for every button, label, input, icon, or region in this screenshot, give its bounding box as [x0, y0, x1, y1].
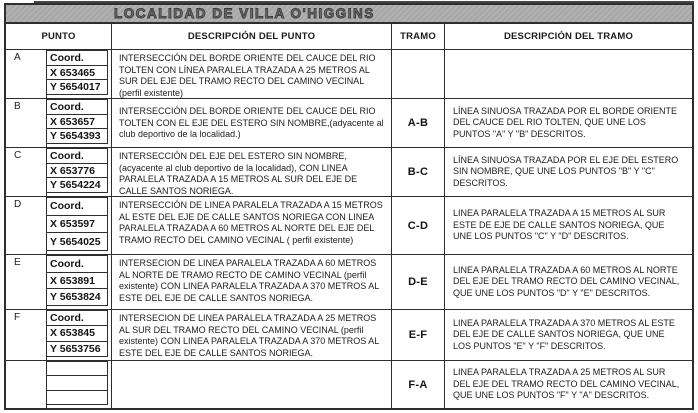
segment-description: [445, 310, 692, 360]
coord-table: [47, 361, 112, 408]
table-row-a: [6, 50, 692, 99]
segment-description: [445, 361, 692, 408]
coord-x-value: X 653657: [46, 114, 108, 130]
segment-description-text: LINEA PARALELA TRAZADA A 60 METROS AL NORTE DEL EJE DEL TRAMO RECTO DEL CAMINO VECINAL, QUE UNE LOS PUNTOS "D" Y "E" DESCRITOS.: [453, 264, 680, 298]
table-title: LOCALIDAD DE VILLA O'HIGGINS: [114, 6, 375, 21]
column-header-descripcion-punto: DESCRIPCIÓN DEL PUNTO: [112, 24, 392, 49]
table-row-empty: [6, 361, 692, 408]
coord-y-value: Y 5654017: [46, 79, 108, 95]
coord-y-value: Y 5653824: [46, 288, 108, 306]
segment-description-text: LÍNEA SINUOSA TRAZADA POR EL EJE DEL ESTERO SIN NOMBRE, QUE UNE LOS PUNTOS "B" Y "C" DESCRITOS.: [453, 154, 679, 188]
point-letter: E: [6, 255, 47, 309]
point-description: INTERSECCIÓN DEL BORDE ORIENTE DEL CAUCE DEL RIO TOLTEN CON LÍNEA PARALELA TRAZADA A 25 METROS AL SUR DEL EJE DEL TRAMO RECTO DEL CAMINO VECINAL (perfil existente): [112, 50, 392, 98]
segment-id: A-B: [392, 99, 445, 147]
segment-id: F-A: [392, 361, 445, 408]
table-row-d: [6, 197, 692, 255]
segment-id: [392, 50, 445, 98]
segment-description-text: LINEA PARALELA TRAZADA A 15 METROS AL SUR ESTE DE EJE DE CALLE SANTOS NORIEGA, QUE UNE LOS PUNTOS "C" Y "D" DESCRITOS.: [453, 208, 666, 242]
coord-label: Coord.: [46, 197, 108, 216]
coord-x-value: X 653465: [46, 65, 108, 81]
coord-y-value: Y 5654224: [46, 177, 108, 193]
segment-description: [445, 255, 692, 309]
column-header-descripcion-tramo: DESCRIPCIÓN DEL TRAMO: [503, 31, 634, 42]
column-header-punto: PUNTO: [6, 24, 112, 49]
coord-x-value: X 653891: [46, 272, 108, 290]
coord-table: [47, 50, 112, 98]
point-letter: C: [6, 148, 47, 196]
table-row-e: [6, 255, 692, 310]
table-row-f: [6, 310, 692, 361]
segment-description-text: LINEA PARALELA TRAZADA A 370 METROS AL ESTE DEL EJE DE CALLE SANTOS NORIEGA, QUE UNE LOS PUNTOS "E" Y "F" DESCRITOS.: [453, 317, 675, 351]
segment-id: E-F: [392, 310, 445, 360]
point-letter: F: [6, 310, 47, 360]
table-header-row: [6, 24, 692, 50]
coord-y-value: Y 5654025: [46, 232, 108, 251]
point-description: INTERSECCIÓN DEL EJE DEL ESTERO SIN NOMBRE, (acyacente al club deportivo de la localidad), CON LINEA PARALELA TRAZADA A 15 METROS AL SUR DEL EJE DE CALLE SANTOS NORIEGA.: [112, 148, 392, 196]
table-row-c: [6, 148, 692, 197]
segment-description: [445, 148, 692, 196]
coord-label: Coord.: [46, 255, 108, 273]
segment-description-text: LINEA PARALELA TRAZADA A 25 METROS AL SUR DEL EJE DEL TRAMO RECTO DEL CAMINO VECINAL, QUE UNE LOS PUNTOS "F" Y "A" DESCRITOS.: [453, 367, 680, 401]
table-row-b: [6, 99, 692, 148]
point-letter: [6, 361, 47, 408]
coord-y-value: Y 5653756: [46, 341, 108, 357]
point-letter: D: [6, 197, 47, 254]
segment-description-text: LÍNEA SINUOSA TRAZADA POR EL BORDE ORIENTE DEL CAUCE DEL RIO TOLTEN, QUE UNE LOS PUNTOS "A" Y "B" DESCRITOS.: [453, 105, 678, 139]
point-description: INTERSECION DE LINEA PARALELA TRAZADA A 60 METROS AL NORTE DE TRAMO RECTO DE CAMINO VECINAL (perfil existente) CON LINEA PARALELA TRAZADA A 370 METROS AL ESTE DEL EJE DE CALLE SANTOS NORIEGA.: [112, 255, 392, 309]
table-title-banner: [6, 5, 692, 24]
coord-label: Coord.: [46, 99, 108, 115]
point-letter: B: [6, 99, 47, 147]
coord-table: [47, 99, 112, 147]
localidad-table: [4, 3, 694, 410]
coord-x-value: X 653597: [46, 215, 108, 234]
segment-id: D-E: [392, 255, 445, 309]
column-header-tramo: TRAMO: [392, 24, 445, 49]
segment-description: [445, 99, 692, 147]
coord-x-value: X 653845: [46, 325, 108, 341]
coord-table: [47, 310, 112, 360]
segment-id: C-D: [392, 197, 445, 254]
coord-table: [47, 148, 112, 196]
coord-x-value: X 653776: [46, 163, 108, 179]
point-description: INTERSECCIÓN DE LINEA PARALELA TRAZADA A 15 METROS AL ESTE DEL EJE DE CALLE SANTOS NORIEGA CON LINEA PARALELA TRAZADA A 60 METROS AL NORTE DEL EJE DEL TRAMO RECTO DEL CAMINO VECINAL ( perfil existente): [112, 197, 392, 254]
coord-label: Coord.: [46, 310, 108, 326]
coord-label: Coord.: [46, 50, 108, 66]
coord-table: [47, 255, 112, 309]
point-letter: A: [6, 50, 47, 98]
coord-label: [46, 361, 108, 376]
segment-description: [445, 50, 692, 98]
segment-description: [445, 197, 692, 254]
point-description: INTERSECCIÓN DEL BORDE ORIENTE DEL CAUCE DEL RIO TOLTEN CON EL EJE DEL ESTERO SIN NOMBRE,(adyacente al club deportivo de la localidad.): [112, 99, 392, 147]
segment-id: B-C: [392, 148, 445, 196]
coord-x-value: [46, 375, 108, 390]
coord-label: Coord.: [46, 148, 108, 164]
coord-y-value: [46, 390, 108, 405]
point-description: INTERSECION DE LINEA PARALELA TRAZADA A 25 METROS AL SUR DEL TRAMO RECTO DEL CAMINO VECINAL (perfil existente) CON LINEA PARALELA TRAZADA A 370 METROS AL ESTE DEL EJE DE CALLE SANTOS NORIEGA.: [112, 310, 392, 360]
coord-table: [47, 197, 112, 254]
point-description: [112, 361, 392, 408]
coord-y-value: Y 5654393: [46, 128, 108, 144]
